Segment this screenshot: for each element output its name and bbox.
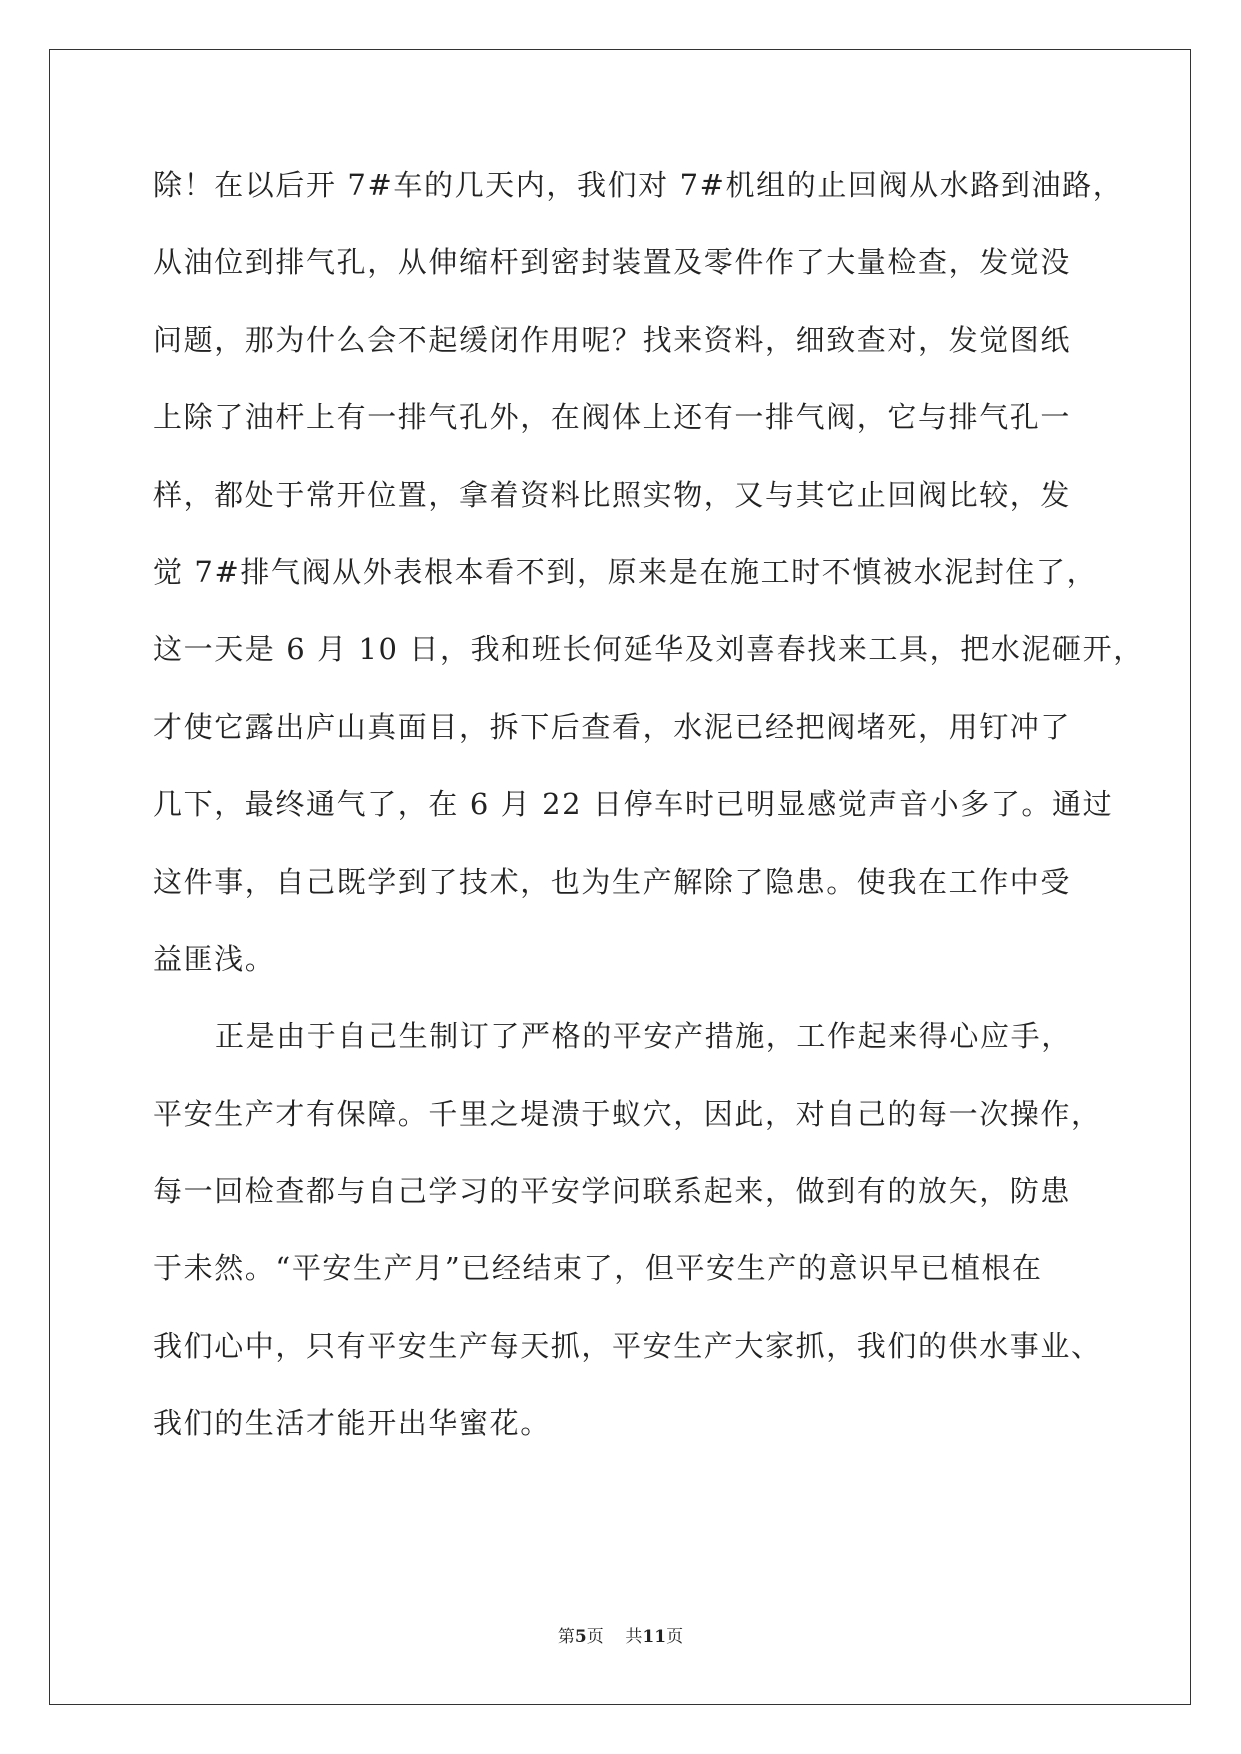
text-line: 问题，那为什么会不起缓闭作用呢？找来资料，细致查对，发觉图纸 xyxy=(153,322,1072,357)
text-line: 才使它露出庐山真面目，拆下后查看，水泥已经把阀堵死，用钉冲了 xyxy=(153,709,1072,744)
text-line: 这件事，自己既学到了技术，也为生产解除了隐患。使我在工作中受 xyxy=(153,864,1072,899)
text-line: 样，都处于常开位置，拿着资料比照实物，又与其它止回阀比较，发 xyxy=(153,477,1072,512)
footer-suffix: 页 xyxy=(666,1627,684,1647)
document-body xyxy=(153,163,1144,1479)
text-line: 觉 7#排气阀从外表根本看不到，原来是在施工时不慎被水泥封住了， xyxy=(153,554,1098,589)
text-line: 几下，最终通气了，在 6 月 22 日停车时已明显感觉声音小多了。通过 xyxy=(153,787,1114,822)
total-page-count: 11 xyxy=(642,1627,667,1647)
current-page-number: 5 xyxy=(574,1627,587,1647)
footer-middle: 页 共 xyxy=(586,1627,643,1647)
text-line: 于未然。“平安生产月”已经结束了，但平安生产的意识早已植根在 xyxy=(153,1251,1043,1286)
text-line: 除！在以后开 7#车的几天内，我们对 7#机组的止回阀从水路到油路， xyxy=(153,168,1124,202)
text-line: 上除了油杆上有一排气孔外，在阀体上还有一排气阀，它与排气孔一 xyxy=(153,400,1072,435)
page-footer xyxy=(0,1622,1241,1647)
text-line: 这一天是 6 月 10 日，我和班长何延华及刘喜春找来工具，把水泥砸开， xyxy=(153,632,1144,667)
text-line: 我们心中，只有平安生产每天抓，平安生产大家抓，我们的供水事业、 xyxy=(153,1328,1102,1363)
text-line: 从油位到排气孔，从伸缩杆到密封装置及零件作了大量检查，发觉没 xyxy=(153,245,1072,280)
text-line: 平安生产才有保障。千里之堤溃于蚁穴，因此，对自己的每一次操作， xyxy=(153,1096,1102,1131)
text-line: 每一回检查都与自己学习的平安学问联系起来，做到有的放矢，防患 xyxy=(153,1174,1072,1209)
footer-prefix: 第 xyxy=(557,1627,575,1647)
text-line: 我们的生活才能开出华蜜花。 xyxy=(153,1406,551,1441)
paragraph-first-line: 正是由于自己生制订了严格的平安产措施，工作起来得心应手， xyxy=(215,1019,1072,1054)
text-line: 益匪浅。 xyxy=(153,941,276,976)
